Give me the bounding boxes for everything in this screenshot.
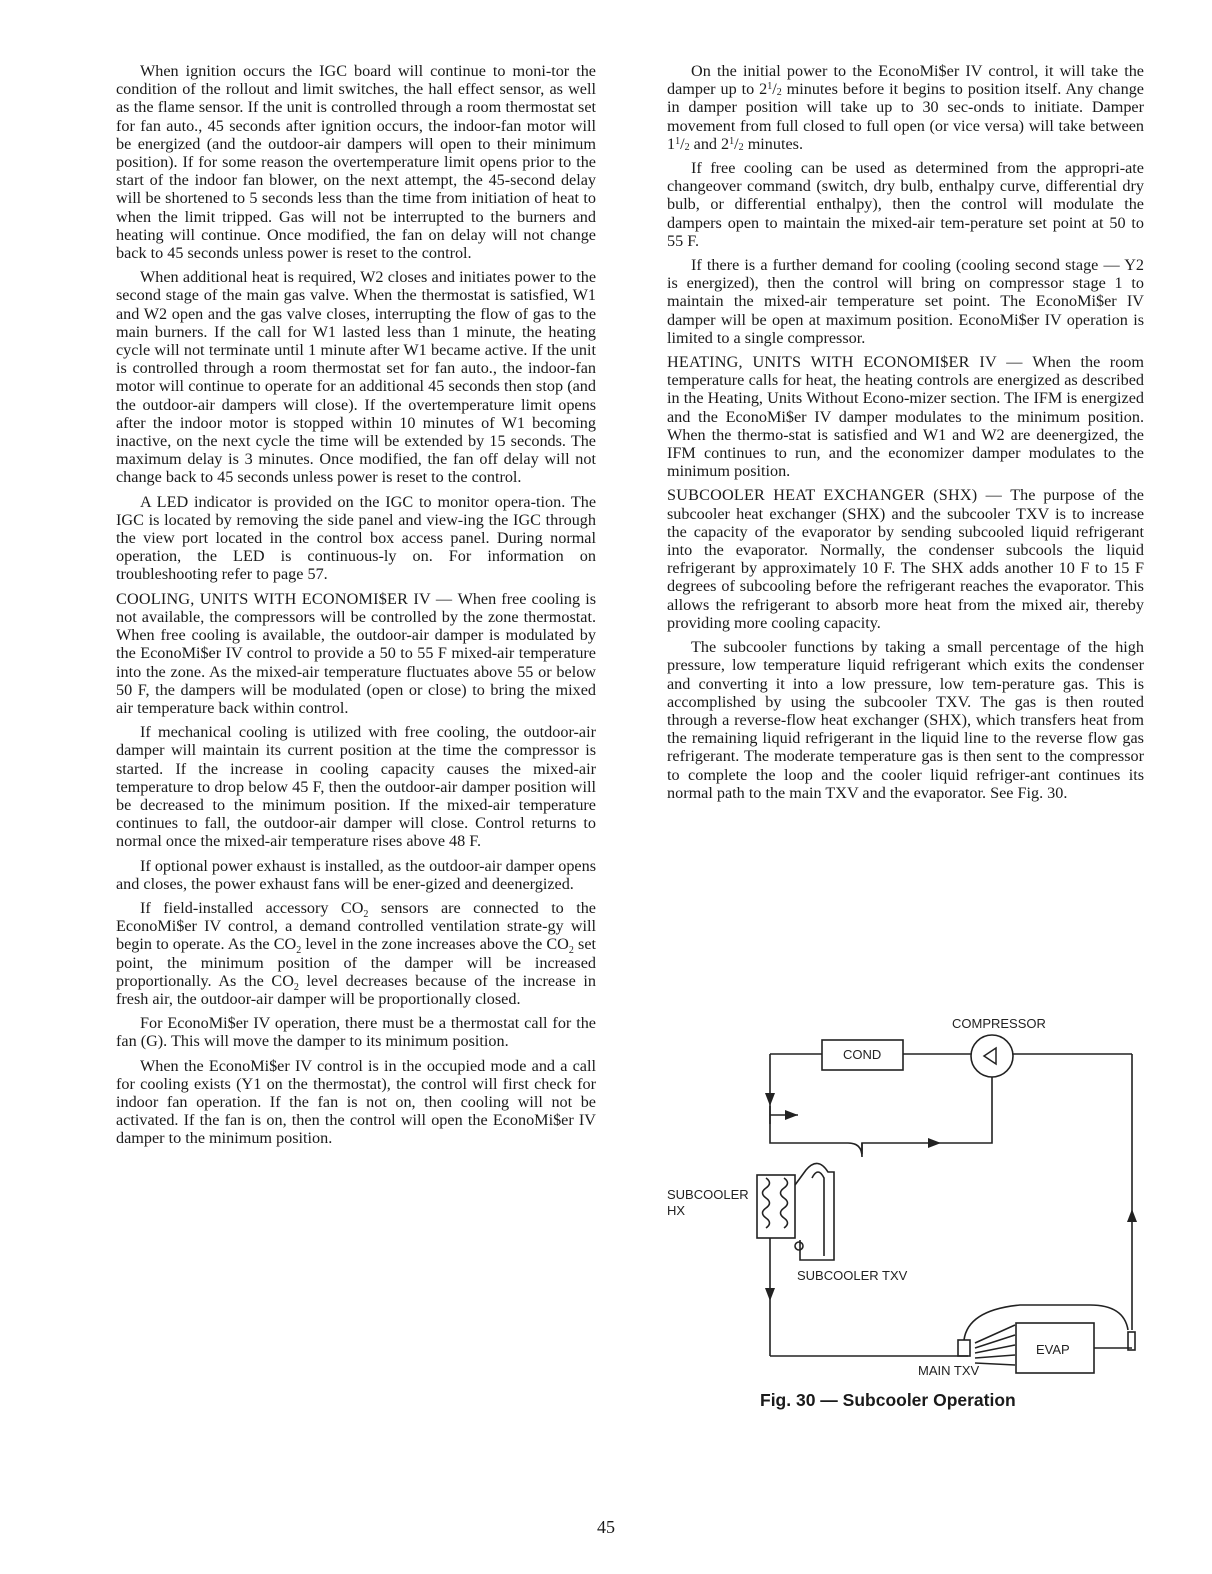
- paragraph-text: The purpose of the subcooler heat exchanger (SHX) and the subcooler TXV is to increase the capacity of the evaporator by sending subcooled liquid refrigerant into the evaporator. Normally, the condenser subcools the liquid refrigerant by approximately 10 F. The SHX adds another 10 F to 15 F degrees of subcooling before the refrigerant reaches the evaporator. This allows the refrigerant to absorb more heat from the mixed air, thereby providing more cooling capacity.: [667, 486, 1144, 632]
- arrow-right-up: [1127, 1209, 1137, 1222]
- paragraph: When ignition occurs the IGC board will continue to moni-tor the condition of the rollout and limit switches, the hall effect sensor, as well as the flame sensor. If the unit is controlled through a room thermostat set for fan auto., 45 seconds after ignition occurs, the indoor-fan motor will be energized (and the outdoor-air dampers will open to their minimum position). If for some reason the overtemperature limit opens prior to the start of the indoor fan blower, on the next attempt, the 45-second delay will be shortened to 5 seconds less than the time from initiation of heat to when the limit tripped. Gas will not be interrupted to the burners and heating will continue. Once modified, the fan on delay will not change back to 45 seconds unless power is reset to the control.: [116, 62, 596, 263]
- arrow-bypass-to-comp: [928, 1138, 941, 1148]
- arrow-lower-down: [765, 1288, 775, 1301]
- paragraph: If there is a further demand for cooling (cooling second stage — Y2 is energized), then the control will bring on compressor stage 1 to maintain the mixed-air temperature set point. The EconoMi$er IV damper will be open at maximum position. EconoMi$er IV operation is limited to a single compressor.: [667, 256, 1144, 347]
- cond-label: COND: [843, 1047, 882, 1062]
- paragraph-text: When the room temperature calls for heat, the heating controls are energized as described in the Heating, Units Without Econo-mizer section. The IFM is energized and the EconoMi$er IV damper modulates to the minimum position. When the thermo-stat is satisfied and W1 and W2 are deenergized, the IFM continues to run, and the economizer damper modulates to the minimum position.: [667, 353, 1144, 481]
- hx-coil-2: [781, 1178, 788, 1228]
- paragraph-text: minutes.: [743, 134, 804, 153]
- main-txv-label: MAIN TXV: [918, 1363, 980, 1378]
- paragraph: If free cooling can be used as determined from the appropri-ate changeover command (switch, dry bulb, enthalpy curve, differential dry bulb, or differential enthalpy), then the control will modulate the dampers open to maintain the mixed-air tem-perature set point at 50 to 55 F.: [667, 159, 1144, 250]
- paragraph: For EconoMi$er IV operation, there must be a thermostat call for the fan (G). This will move the damper to its minimum position.: [116, 1014, 596, 1051]
- fraction-numerator: 1: [729, 135, 735, 147]
- main-txv-body: [958, 1340, 970, 1356]
- fraction-denominator: 2: [776, 87, 782, 99]
- section-heading: SUBCOOLER HEAT EXCHANGER (SHX) —: [667, 486, 1011, 505]
- fraction: $^1/_2$: [729, 134, 744, 153]
- paragraph-text: set point, the minimum position of the damper will be increased proportionally. As the CO: [116, 935, 597, 990]
- paragraph: If mechanical cooling is utilized with free cooling, the outdoor-air damper will maintain its current position at the time the compressor is started. If the increase in cooling capacity causes the mixed-air temperature to drop below 45 F, then the outdoor-air damper position will be decreased to the minimum position. If the mixed-air temperature continues to fall, the outdoor-air damper will close. Control returns to normal once the mixed-air temperature rises above 48 F.: [116, 723, 596, 851]
- paragraph-text: minutes before it begins to position itself. Any change in damper position will take up to 30 sec-onds to initiate. Damper movement from full closed to full open (or vice versa) will take between 1: [667, 80, 1144, 153]
- compressor-circle: [971, 1035, 1013, 1077]
- page-number: 45: [597, 1517, 615, 1537]
- paragraph: When the EconoMi$er IV control is in the occupied mode and a call for cooling exists (Y1 on the thermostat), the control will first check for indoor fan operation. If the fan is not on, then cooling will not be activated. If the fan is on, then the control will open the EconoMi$er IV damper to the minimum position.: [116, 1056, 596, 1148]
- subscript: 2: [363, 909, 369, 921]
- figure-caption: Fig. 30 — Subcooler Operation: [760, 1390, 1016, 1410]
- paragraph: A LED indicator is provided on the IGC to monitor opera-tion. The IGC is located by removing the side panel and view-ing the IGC through the view port located in the control box access panel. During normal operation, the LED is continuous-ly on. For information on troubleshooting refer to page 57.: [116, 492, 596, 584]
- subscript: 2: [293, 981, 299, 993]
- subcooler-hx-label-line2: HX: [667, 1203, 686, 1218]
- paragraph-text: When free cooling is not available, the compressors will be controlled by the zone thermostat. When free cooling is available, the outdoor-air damper is modulated by the EconoMi$er IV control to provide a 50 to 55 F mixed-air temperature into the zone. As the mixed-air temperature fluctuates above 55 or below 50 F, the dampers will be modulated (open or close) to bring the mixed air temperature back within control.: [116, 589, 596, 717]
- arrow-left-down: [765, 1093, 775, 1106]
- subcooler-hx-box: [757, 1175, 795, 1238]
- fraction: $^1/_2$: [767, 80, 782, 99]
- subscript: 2: [296, 945, 302, 957]
- paragraph-text: On the initial power to the EconoMi$er IV control, it will take the damper up to 2: [667, 62, 1144, 99]
- fraction-denominator: 2: [684, 141, 690, 153]
- section-heading: COOLING, UNITS WITH ECONOMI$ER IV —: [116, 589, 458, 608]
- paragraph-text: If field-installed accessory CO: [140, 898, 364, 917]
- paragraph-text: sensors are connected to the EconoMi$er IV control, a demand controlled ventilation strate-gy will begin to operate. As the CO: [116, 898, 596, 954]
- paragraph-text: level in the zone increases above the CO: [301, 935, 569, 954]
- fraction-numerator: 1: [675, 135, 681, 147]
- subcooler-txv-bulb: [795, 1242, 803, 1250]
- fraction-numerator: 1: [767, 81, 773, 93]
- paragraph-text: level decreases because of the increase in fresh air, the outdoor-air damper will be proportionally closed.: [116, 971, 596, 1008]
- paragraph: When additional heat is required, W2 closes and initiates power to the second stage of the main gas valve. When the thermostat is satisfied, W1 and W2 open and the gas valve closes, interrupting the flow of gas to the main burners. If the call for W1 lasted less than 1 minute, the heating cycle will not terminate until 1 minute after W1 became active. If the unit is controlled through a room thermostat set for fan auto., the indoor-fan motor will continue to operate for an additional 45 seconds then stop (and the outdoor-air dampers will close). If the overtemperature limit opens after the indoor motor is stopped within 10 minutes of W1 becoming inactive, on the next cycle the time will be extended by 15 seconds. The maximum delay is 3 minutes. Once modified, the fan off delay will not change back to 45 seconds unless power is reset to the control.: [116, 268, 596, 487]
- subscript: 2: [568, 945, 574, 957]
- subcooler-txv-line: [795, 1163, 834, 1260]
- paragraph: If optional power exhaust is installed, as the outdoor-air damper opens and closes, the power exhaust fans will be ener-gized and deenergized.: [116, 856, 596, 893]
- section-heading: HEATING, UNITS WITH ECONOMI$ER IV —: [667, 353, 1033, 372]
- evap-label: EVAP: [1036, 1342, 1070, 1357]
- fraction-denominator: 2: [738, 141, 744, 153]
- subcooler-hx-label-line1: SUBCOOLER: [667, 1187, 749, 1202]
- subcooler-txv-label: SUBCOOLER TXV: [797, 1268, 908, 1283]
- hx-coil-1: [763, 1178, 770, 1228]
- paragraph: The subcooler functions by taking a small percentage of the high pressure, low temperature liquid refrigerant which exits the condenser and converting it into a low pressure, low tem-perature gas. This is accomplished by using the subcooler TXV. The gas is then routed through a reverse-flow heat exchanger (SHX), which transfers heat from the remaining liquid refrigerant in the liquid line to the reverse flow gas refrigerant. The moderate temperature gas is then sent to the compressor to complete the loop and the cooler liquid refriger-ant continues its normal path to the main TXV and the evaporator. See Fig. 30.: [667, 638, 1144, 802]
- paragraph-text: and 2: [689, 134, 730, 153]
- fraction: $^1/_2$: [675, 134, 690, 153]
- compressor-label: COMPRESSOR: [952, 1016, 1046, 1031]
